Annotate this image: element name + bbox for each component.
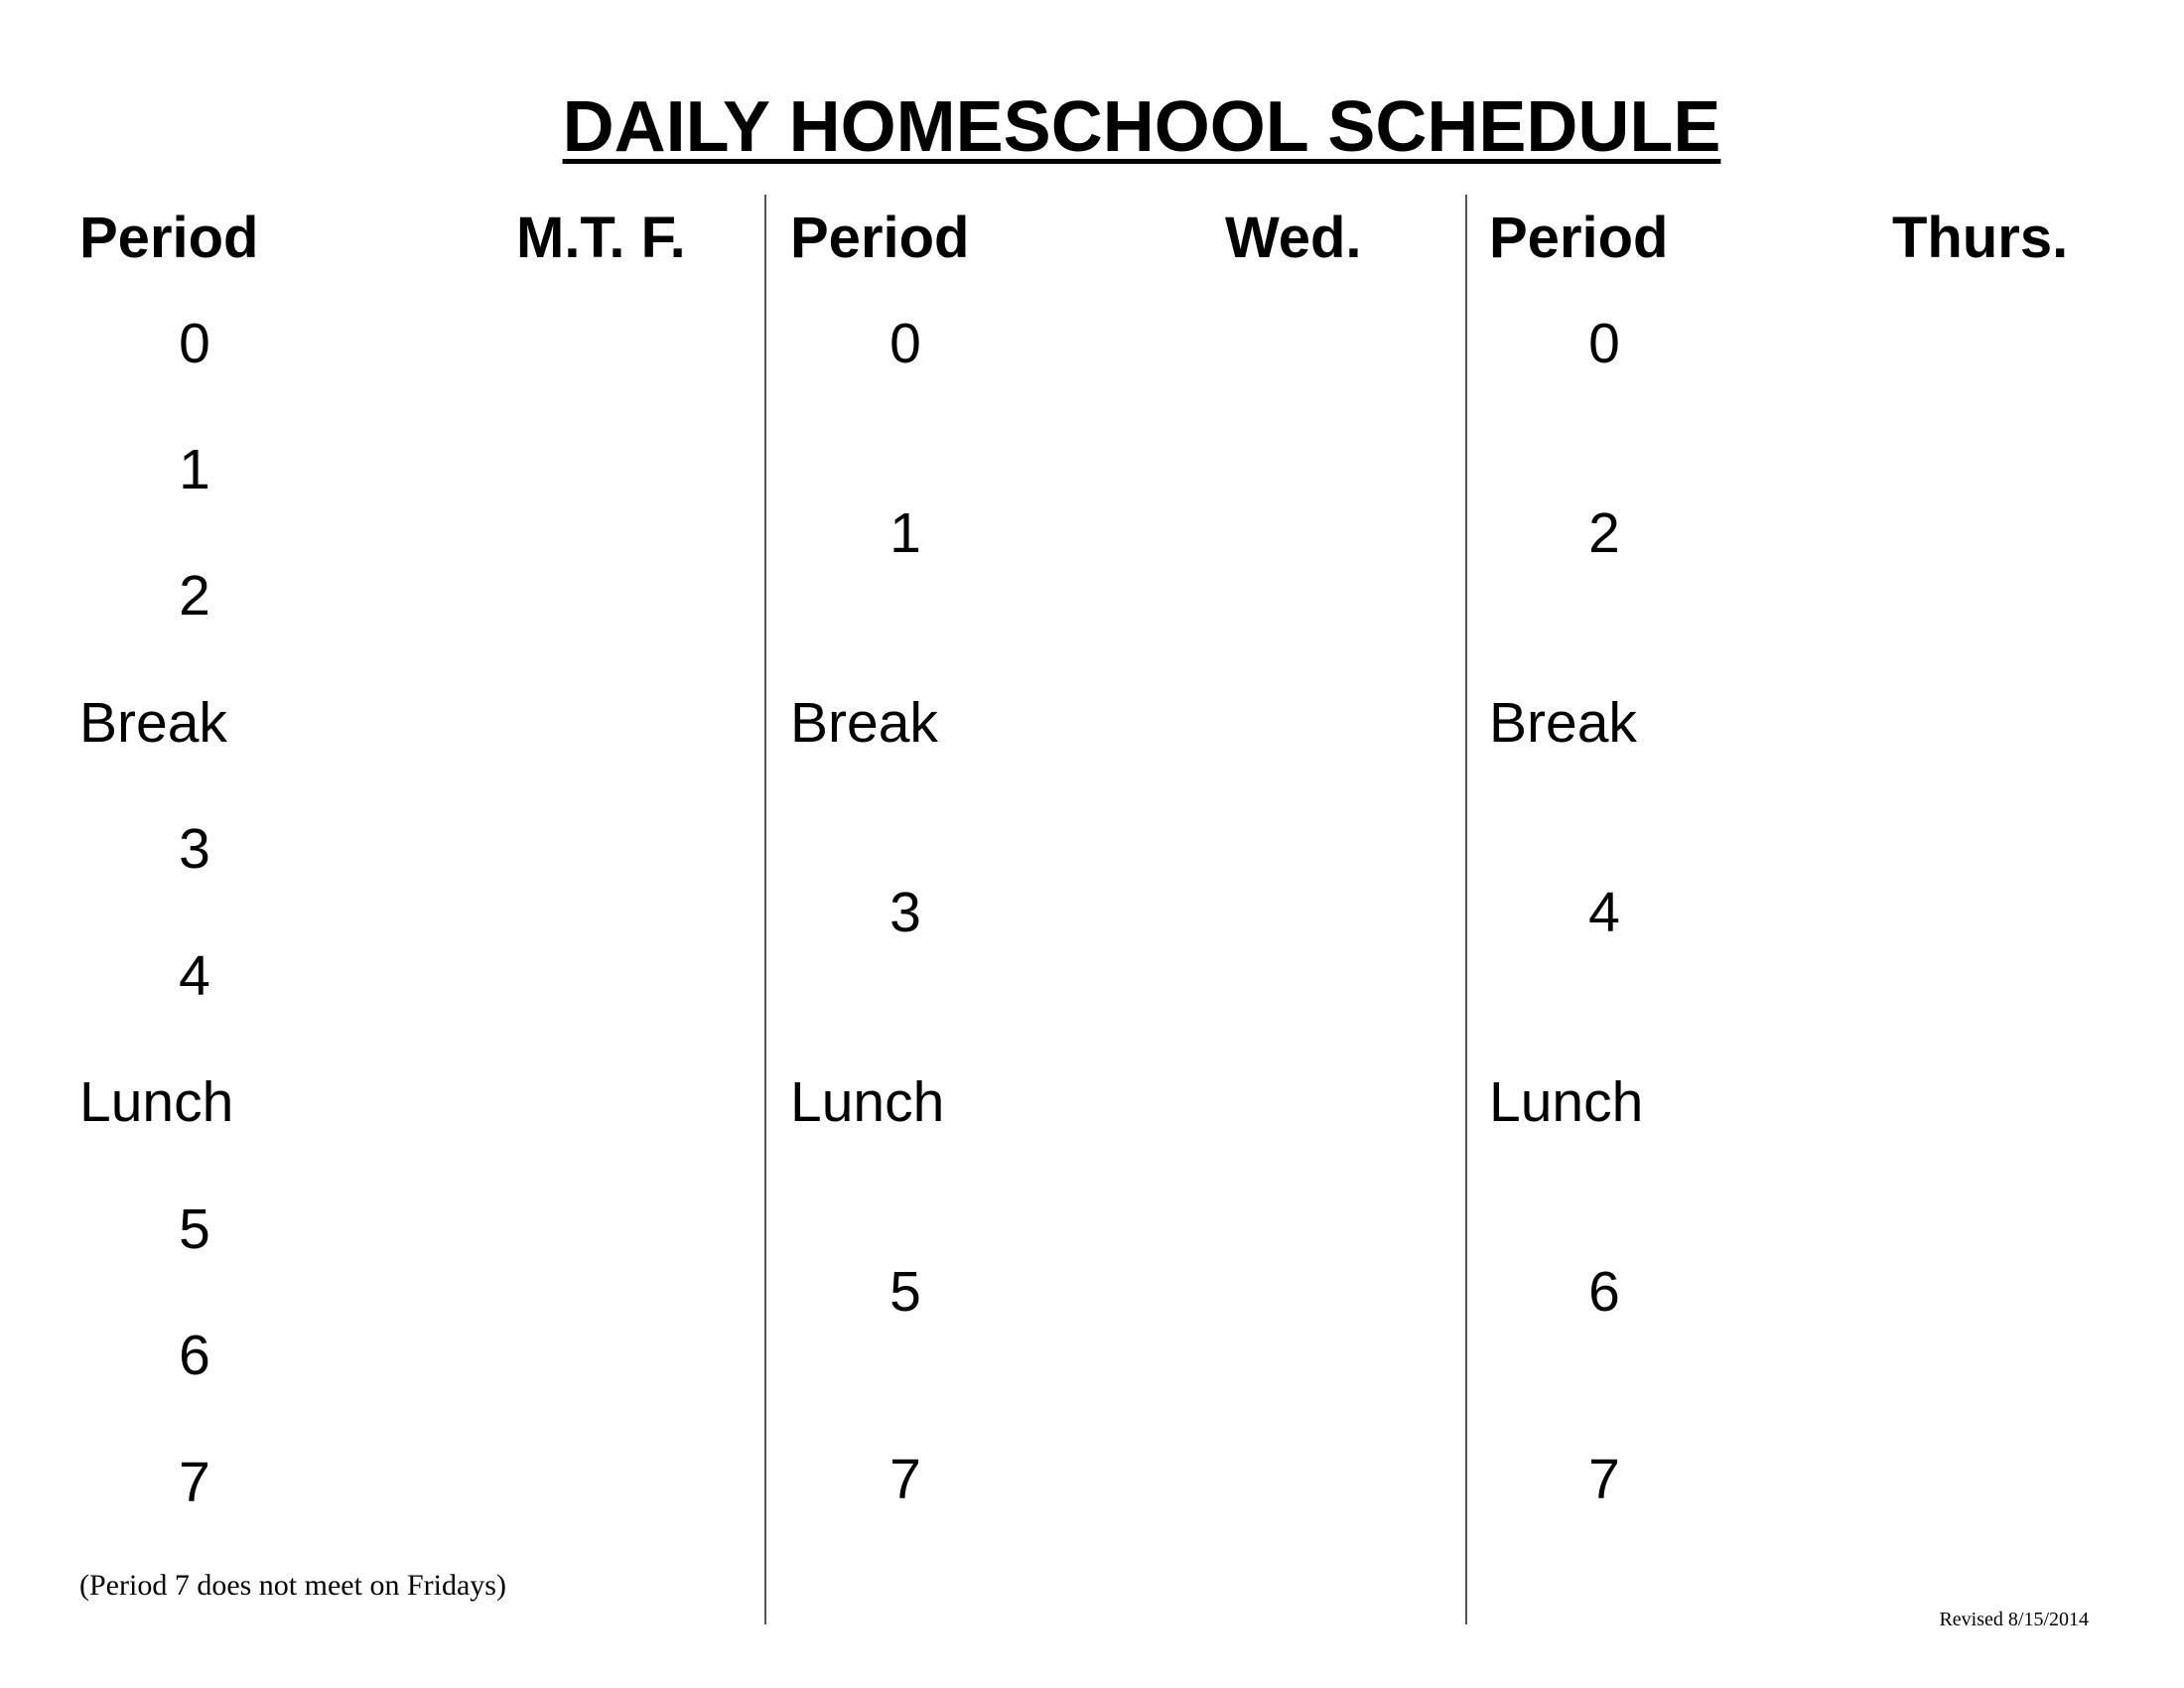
period-header: Period xyxy=(1489,206,1669,270)
period-label: 7 xyxy=(889,1448,921,1511)
period-label: 1 xyxy=(179,438,210,501)
period-label: 7 xyxy=(1588,1448,1620,1511)
period-label: Lunch xyxy=(790,1070,945,1134)
period-label: Break xyxy=(1489,691,1637,755)
day-header: Thurs. xyxy=(1892,206,2069,270)
revision-date: Revised 8/15/2014 xyxy=(1939,1609,2089,1630)
period-label: 3 xyxy=(889,881,921,944)
period-label: 3 xyxy=(179,817,210,881)
day-header: Wed. xyxy=(1225,206,1362,270)
period-label: 6 xyxy=(1588,1260,1620,1324)
period-header: Period xyxy=(79,206,259,270)
period-label: 5 xyxy=(889,1260,921,1324)
period-label: 6 xyxy=(179,1324,210,1387)
column-divider xyxy=(1465,195,1467,1624)
period-label: 1 xyxy=(889,501,921,565)
period-label: Lunch xyxy=(1489,1070,1644,1134)
period-header: Period xyxy=(790,206,970,270)
period-label: Lunch xyxy=(79,1070,234,1134)
footnote: (Period 7 does not meet on Fridays) xyxy=(79,1569,506,1602)
period-label: 0 xyxy=(889,312,921,375)
period-label: Break xyxy=(79,691,227,755)
column-divider xyxy=(764,195,766,1624)
period-label: 4 xyxy=(1588,881,1620,944)
period-label: 5 xyxy=(179,1197,210,1261)
period-label: 2 xyxy=(179,564,210,628)
period-label: 2 xyxy=(1588,501,1620,565)
period-label: Break xyxy=(790,691,938,755)
period-label: 0 xyxy=(179,312,210,375)
period-label: 0 xyxy=(1588,312,1620,375)
period-label: 7 xyxy=(179,1451,210,1514)
period-label: 4 xyxy=(179,944,210,1008)
day-header: M.T. F. xyxy=(516,206,686,270)
page-title: DAILY HOMESCHOOL SCHEDULE xyxy=(562,87,1721,167)
